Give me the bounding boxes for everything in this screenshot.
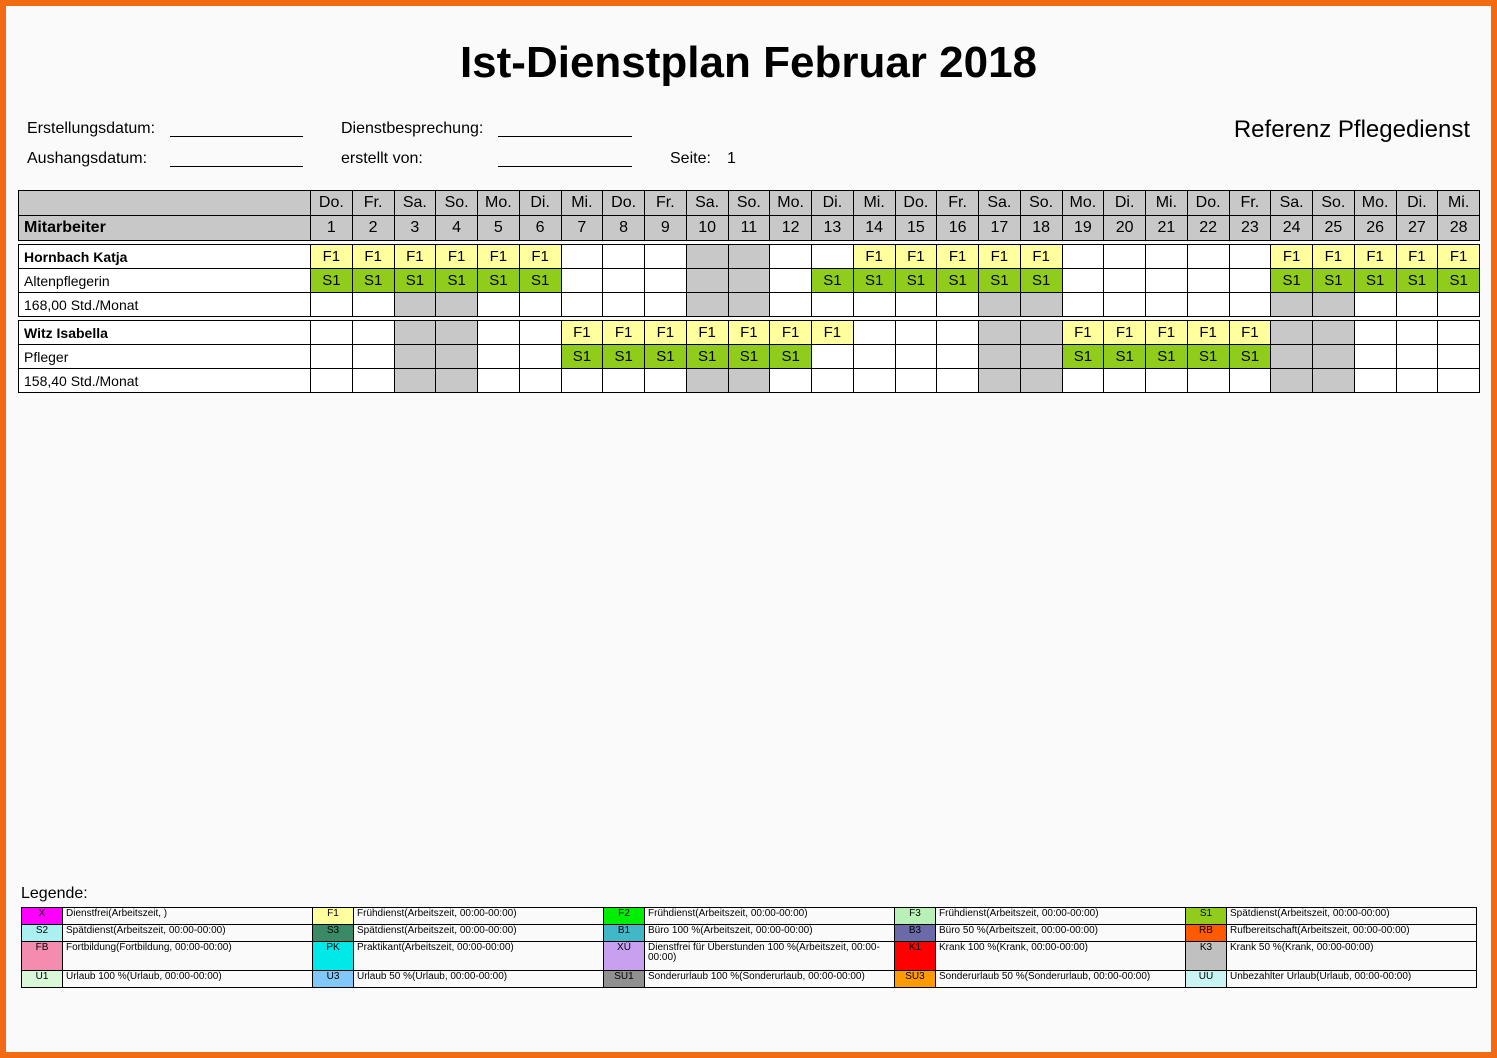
employee-hours-row: [19, 369, 1480, 393]
legend-code: PK: [313, 942, 354, 971]
empty-day-cell: [478, 369, 520, 393]
empty-day-cell: [1438, 293, 1480, 317]
shift-cell: [1146, 245, 1188, 269]
day-number-header: 21: [1146, 216, 1188, 241]
empty-day-cell: [603, 369, 645, 393]
shift-cell: S1: [1313, 269, 1355, 293]
day-number-header: 27: [1396, 216, 1438, 241]
shift-cell: F1: [436, 245, 478, 269]
day-number-header: 15: [895, 216, 937, 241]
legend-code: F2: [604, 908, 645, 925]
legend-description: Spätdienst(Arbeitszeit, 00:00-00:00): [354, 925, 604, 942]
weekday-header: Mi.: [853, 191, 895, 216]
created-by-field: [498, 150, 632, 167]
shift-cell: [728, 245, 770, 269]
legend-code: B3: [895, 925, 936, 942]
weekday-header: So.: [1020, 191, 1062, 216]
shift-cell: S1: [645, 345, 687, 369]
shift-cell: [1104, 269, 1146, 293]
day-number-header: 12: [770, 216, 812, 241]
employee-hours: 158,40 Std./Monat: [19, 369, 311, 393]
shift-cell: S1: [1396, 269, 1438, 293]
shift-cell: S1: [937, 269, 979, 293]
weekday-header: Sa.: [1271, 191, 1313, 216]
shift-cell: F1: [561, 321, 603, 345]
shift-cell: S1: [436, 269, 478, 293]
day-number-header: 13: [812, 216, 854, 241]
shift-cell: F1: [728, 321, 770, 345]
shift-cell: [394, 345, 436, 369]
day-number-header: 11: [728, 216, 770, 241]
empty-day-cell: [436, 369, 478, 393]
empty-day-cell: [394, 369, 436, 393]
shift-cell: F1: [770, 321, 812, 345]
shift-cell: F1: [1104, 321, 1146, 345]
legend-description: Sonderurlaub 50 %(Sonderurlaub, 00:00-00:00): [936, 971, 1186, 988]
shift-cell: S1: [1062, 345, 1104, 369]
legend-description: Krank 100 %(Krank, 00:00-00:00): [936, 942, 1186, 971]
shift-cell: S1: [1438, 269, 1480, 293]
weekday-header: Fr.: [937, 191, 979, 216]
empty-day-cell: [561, 369, 603, 393]
weekday-header: Mo.: [1354, 191, 1396, 216]
weekday-header: Fr.: [1229, 191, 1271, 216]
weekday-header: Di.: [1396, 191, 1438, 216]
posting-date-label: Aushangsdatum:: [27, 150, 148, 167]
weekday-header: Di.: [519, 191, 561, 216]
empty-day-cell: [812, 369, 854, 393]
weekday-header: Di.: [812, 191, 854, 216]
employee-role: Pfleger: [19, 345, 311, 369]
legend-row: [22, 925, 1477, 942]
empty-day-cell: [1146, 369, 1188, 393]
empty-day-cell: [1229, 293, 1271, 317]
created-by-label: erstellt von:: [341, 150, 423, 167]
shift-cell: [1438, 345, 1480, 369]
shift-cell: F1: [812, 321, 854, 345]
shift-cell: [937, 345, 979, 369]
shift-cell: [1396, 345, 1438, 369]
shift-cell: [1438, 321, 1480, 345]
empty-day-cell: [979, 293, 1021, 317]
legend-description: Dienstfrei(Arbeitszeit, ): [63, 908, 313, 925]
shift-cell: F1: [1187, 321, 1229, 345]
shift-cell: [436, 345, 478, 369]
day-number-header: 16: [937, 216, 979, 241]
shift-cell: [311, 345, 353, 369]
legend-description: Fortbildung(Fortbildung, 00:00-00:00): [63, 942, 313, 971]
shift-cell: [1020, 321, 1062, 345]
employee-late-row: [19, 345, 1480, 369]
day-number-header: 25: [1313, 216, 1355, 241]
empty-day-cell: [1020, 293, 1062, 317]
shift-cell: S1: [311, 269, 353, 293]
shift-cell: F1: [1354, 245, 1396, 269]
legend-table: [21, 907, 1477, 988]
shift-cell: S1: [1354, 269, 1396, 293]
weekday-header: Sa.: [394, 191, 436, 216]
weekday-header: Sa.: [686, 191, 728, 216]
employee-early-row: [19, 321, 1480, 345]
shift-cell: F1: [394, 245, 436, 269]
empty-day-cell: [728, 293, 770, 317]
day-number-header: 3: [394, 216, 436, 241]
day-number-header: 20: [1104, 216, 1146, 241]
weekday-header: Do.: [1187, 191, 1229, 216]
legend-description: Sonderurlaub 100 %(Sonderurlaub, 00:00-00:00): [645, 971, 895, 988]
shift-cell: [519, 345, 561, 369]
empty-day-cell: [1438, 369, 1480, 393]
employee-column-header: Mitarbeiter: [19, 216, 311, 241]
shift-cell: [686, 245, 728, 269]
shift-cell: [770, 269, 812, 293]
shift-cell: [979, 345, 1021, 369]
empty-day-cell: [686, 293, 728, 317]
legend-description: Praktikant(Arbeitszeit, 00:00-00:00): [354, 942, 604, 971]
day-number-header: 17: [979, 216, 1021, 241]
legend-description: Dienstfrei für Überstunden 100 %(Arbeitszeit, 00:00-00:00): [645, 942, 895, 971]
weekday-header: Do.: [895, 191, 937, 216]
legend-description: Frühdienst(Arbeitszeit, 00:00-00:00): [645, 908, 895, 925]
legend-description: Unbezahlter Urlaub(Urlaub, 00:00-00:00): [1227, 971, 1477, 988]
weekday-header: Fr.: [352, 191, 394, 216]
creation-date-field: [170, 120, 303, 137]
shift-cell: [1104, 245, 1146, 269]
day-number-header: 5: [478, 216, 520, 241]
empty-day-cell: [1396, 293, 1438, 317]
legend-row: [22, 908, 1477, 925]
shift-cell: F1: [1271, 245, 1313, 269]
empty-day-cell: [352, 293, 394, 317]
shift-cell: F1: [1020, 245, 1062, 269]
shift-cell: [645, 245, 687, 269]
weekday-header: So.: [436, 191, 478, 216]
weekday-header: Mo.: [770, 191, 812, 216]
day-number-header: 18: [1020, 216, 1062, 241]
shift-cell: [812, 345, 854, 369]
day-number-header: 23: [1229, 216, 1271, 241]
legend-description: Frühdienst(Arbeitszeit, 00:00-00:00): [936, 908, 1186, 925]
shift-cell: [853, 345, 895, 369]
shift-cell: S1: [1229, 345, 1271, 369]
legend-code: K3: [1186, 942, 1227, 971]
shift-cell: [1146, 269, 1188, 293]
shift-cell: [1187, 269, 1229, 293]
legend-code: F3: [895, 908, 936, 925]
employee-hours-row: [19, 293, 1480, 317]
empty-day-cell: [478, 293, 520, 317]
day-number-header: 2: [352, 216, 394, 241]
legend-code: S2: [22, 925, 63, 942]
shift-cell: [1229, 245, 1271, 269]
shift-cell: [1396, 321, 1438, 345]
legend-description: Spätdienst(Arbeitszeit, 00:00-00:00): [63, 925, 313, 942]
legend-description: Büro 50 %(Arbeitszeit, 00:00-00:00): [936, 925, 1186, 942]
legend-code: K1: [895, 942, 936, 971]
weekday-header: So.: [728, 191, 770, 216]
weekday-header: Mi.: [561, 191, 603, 216]
employee-name: Hornbach Katja: [19, 245, 311, 269]
weekday-header: Mi.: [1438, 191, 1480, 216]
shift-cell: F1: [1438, 245, 1480, 269]
shift-cell: [895, 345, 937, 369]
day-number-header: 26: [1354, 216, 1396, 241]
employee-early-row: [19, 245, 1480, 269]
roster-table: [18, 190, 1480, 393]
legend-code: F1: [313, 908, 354, 925]
shift-cell: F1: [853, 245, 895, 269]
empty-day-cell: [1271, 293, 1313, 317]
shift-cell: [561, 245, 603, 269]
shift-cell: S1: [1146, 345, 1188, 369]
shift-cell: F1: [603, 321, 645, 345]
empty-day-cell: [1313, 369, 1355, 393]
shift-cell: [895, 321, 937, 345]
shift-cell: [1313, 345, 1355, 369]
shift-cell: [1229, 269, 1271, 293]
page-number-label: Seite:: [670, 150, 711, 167]
shift-cell: [1271, 321, 1313, 345]
shift-cell: [603, 269, 645, 293]
shift-cell: S1: [770, 345, 812, 369]
shift-cell: S1: [561, 345, 603, 369]
weekday-header: So.: [1313, 191, 1355, 216]
legend-description: Urlaub 100 %(Urlaub, 00:00-00:00): [63, 971, 313, 988]
shift-cell: [436, 321, 478, 345]
empty-day-cell: [1062, 293, 1104, 317]
shift-cell: [1062, 269, 1104, 293]
shift-cell: [352, 321, 394, 345]
empty-day-cell: [1146, 293, 1188, 317]
empty-day-cell: [895, 293, 937, 317]
page-title: Ist-Dienstplan Februar 2018: [459, 38, 1038, 87]
shift-cell: F1: [1396, 245, 1438, 269]
shift-cell: S1: [519, 269, 561, 293]
shift-cell: S1: [1104, 345, 1146, 369]
shift-cell: S1: [979, 269, 1021, 293]
empty-day-cell: [352, 369, 394, 393]
shift-cell: F1: [895, 245, 937, 269]
legend-code: S1: [1186, 908, 1227, 925]
legend-code: U3: [313, 971, 354, 988]
shift-cell: [394, 321, 436, 345]
weekday-header: Di.: [1104, 191, 1146, 216]
shift-cell: S1: [352, 269, 394, 293]
empty-day-cell: [394, 293, 436, 317]
shift-cell: [979, 321, 1021, 345]
empty-day-cell: [1187, 293, 1229, 317]
weekday-header: Sa.: [979, 191, 1021, 216]
shift-cell: F1: [352, 245, 394, 269]
day-number-header: 6: [519, 216, 561, 241]
shift-cell: F1: [1229, 321, 1271, 345]
shift-cell: [770, 245, 812, 269]
shift-cell: F1: [645, 321, 687, 345]
empty-day-cell: [979, 369, 1021, 393]
shift-cell: F1: [1146, 321, 1188, 345]
shift-cell: [1354, 321, 1396, 345]
empty-day-cell: [519, 369, 561, 393]
shift-cell: S1: [394, 269, 436, 293]
day-number-header: 8: [603, 216, 645, 241]
empty-day-cell: [561, 293, 603, 317]
shift-cell: [519, 321, 561, 345]
shift-cell: [853, 321, 895, 345]
empty-day-cell: [686, 369, 728, 393]
shift-cell: [311, 321, 353, 345]
legend-code: X: [22, 908, 63, 925]
legend-code: U1: [22, 971, 63, 988]
employee-name: Witz Isabella: [19, 321, 311, 345]
empty-day-cell: [1271, 369, 1313, 393]
weekday-header: Mi.: [1146, 191, 1188, 216]
legend-row: [22, 971, 1477, 988]
day-number-header: 4: [436, 216, 478, 241]
shift-cell: S1: [1187, 345, 1229, 369]
shift-cell: [561, 269, 603, 293]
empty-day-cell: [311, 293, 353, 317]
page-number: 1: [727, 150, 736, 167]
meeting-field: [498, 120, 632, 137]
shift-cell: S1: [686, 345, 728, 369]
shift-cell: F1: [311, 245, 353, 269]
shift-cell: [812, 245, 854, 269]
legend-description: Urlaub 50 %(Urlaub, 00:00-00:00): [354, 971, 604, 988]
legend-description: Büro 100 %(Arbeitszeit, 00:00-00:00): [645, 925, 895, 942]
shift-cell: [478, 345, 520, 369]
shift-cell: F1: [979, 245, 1021, 269]
empty-day-cell: [937, 369, 979, 393]
shift-cell: F1: [1062, 321, 1104, 345]
shift-cell: S1: [1020, 269, 1062, 293]
shift-cell: [603, 245, 645, 269]
legend-title: Legende:: [21, 885, 88, 902]
shift-cell: [1313, 321, 1355, 345]
day-number-header: 22: [1187, 216, 1229, 241]
legend-description: Spätdienst(Arbeitszeit, 00:00-00:00): [1227, 908, 1477, 925]
empty-day-cell: [1313, 293, 1355, 317]
empty-day-cell: [1187, 369, 1229, 393]
shift-cell: S1: [478, 269, 520, 293]
empty-day-cell: [645, 369, 687, 393]
weekday-header: Mo.: [478, 191, 520, 216]
weekday-header: Mo.: [1062, 191, 1104, 216]
empty-day-cell: [937, 293, 979, 317]
day-number-header: 19: [1062, 216, 1104, 241]
shift-cell: [1354, 345, 1396, 369]
empty-day-cell: [436, 293, 478, 317]
legend-row: [22, 942, 1477, 971]
empty-day-cell: [519, 293, 561, 317]
empty-day-cell: [603, 293, 645, 317]
legend-code: SU1: [604, 971, 645, 988]
shift-cell: [1187, 245, 1229, 269]
empty-day-cell: [1354, 293, 1396, 317]
shift-cell: S1: [895, 269, 937, 293]
shift-cell: S1: [603, 345, 645, 369]
employee-late-row: [19, 269, 1480, 293]
legend-code: RB: [1186, 925, 1227, 942]
shift-cell: [728, 269, 770, 293]
shift-cell: [937, 321, 979, 345]
legend-code: XÜ: [604, 942, 645, 971]
empty-day-cell: [1354, 369, 1396, 393]
day-number-header: 28: [1438, 216, 1480, 241]
meeting-label: Dienstbesprechung:: [341, 120, 484, 137]
shift-cell: [1062, 245, 1104, 269]
empty-day-cell: [1104, 369, 1146, 393]
company-name: Referenz Pflegedienst: [1233, 116, 1470, 143]
weekday-header: Do.: [603, 191, 645, 216]
shift-cell: F1: [478, 245, 520, 269]
shift-cell: F1: [686, 321, 728, 345]
legend-code: UU: [1186, 971, 1227, 988]
shift-cell: [686, 269, 728, 293]
creation-date-label: Erstellungsdatum:: [27, 120, 156, 137]
shift-cell: [478, 321, 520, 345]
shift-cell: S1: [1271, 269, 1313, 293]
legend-description: Krank 50 %(Krank, 00:00-00:00): [1227, 942, 1477, 971]
legend-code: SU3: [895, 971, 936, 988]
posting-date-field: [170, 150, 303, 167]
legend-code: B1: [604, 925, 645, 942]
employee-role: Altenpflegerin: [19, 269, 311, 293]
empty-day-cell: [853, 369, 895, 393]
empty-day-cell: [728, 369, 770, 393]
empty-day-cell: [1020, 369, 1062, 393]
header-blank-cell: [19, 191, 311, 216]
day-number-header: 1: [311, 216, 353, 241]
shift-cell: F1: [937, 245, 979, 269]
empty-day-cell: [770, 369, 812, 393]
empty-day-cell: [812, 293, 854, 317]
empty-day-cell: [770, 293, 812, 317]
shift-cell: F1: [519, 245, 561, 269]
day-number-header: 14: [853, 216, 895, 241]
empty-day-cell: [1229, 369, 1271, 393]
empty-day-cell: [1104, 293, 1146, 317]
legend-code: S3: [313, 925, 354, 942]
empty-day-cell: [645, 293, 687, 317]
shift-cell: [1020, 345, 1062, 369]
shift-cell: S1: [812, 269, 854, 293]
weekday-header: Fr.: [645, 191, 687, 216]
shift-cell: S1: [853, 269, 895, 293]
shift-cell: [645, 269, 687, 293]
day-number-header: 24: [1271, 216, 1313, 241]
weekday-header: Do.: [311, 191, 353, 216]
day-number-header: 10: [686, 216, 728, 241]
empty-day-cell: [895, 369, 937, 393]
empty-day-cell: [1396, 369, 1438, 393]
employee-hours: 168,00 Std./Monat: [19, 293, 311, 317]
legend-description: Frühdienst(Arbeitszeit, 00:00-00:00): [354, 908, 604, 925]
empty-day-cell: [853, 293, 895, 317]
shift-cell: [1271, 345, 1313, 369]
empty-day-cell: [311, 369, 353, 393]
shift-cell: [352, 345, 394, 369]
day-number-header: 7: [561, 216, 603, 241]
shift-cell: F1: [1313, 245, 1355, 269]
day-number-header: 9: [645, 216, 687, 241]
empty-day-cell: [1062, 369, 1104, 393]
shift-cell: S1: [728, 345, 770, 369]
legend-description: Rufbereitschaft(Arbeitszeit, 00:00-00:00): [1227, 925, 1477, 942]
legend-code: FB: [22, 942, 63, 971]
